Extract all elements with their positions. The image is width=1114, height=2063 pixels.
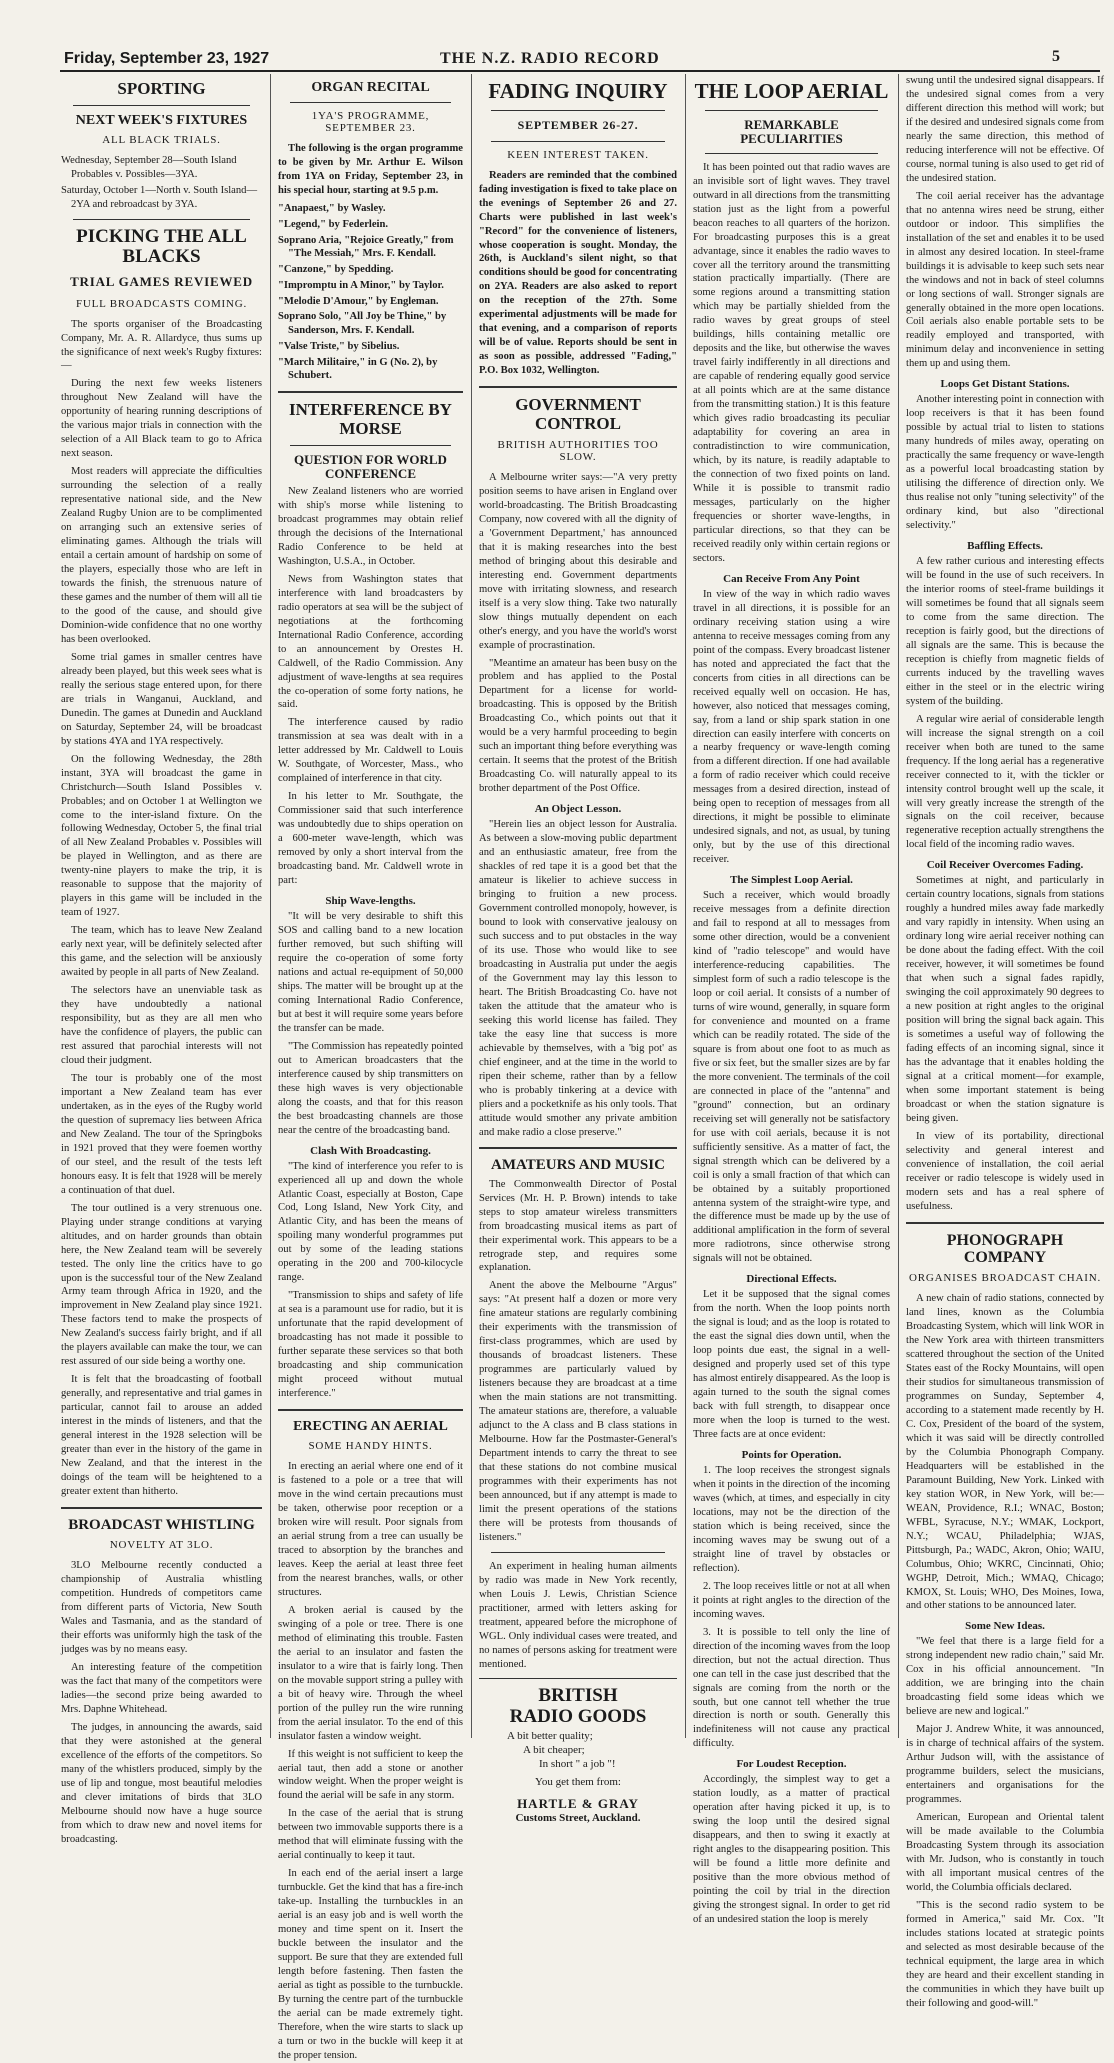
crosshead: Loops Get Distant Stations. <box>940 378 1070 391</box>
headline: GOVERNMENT CONTROL <box>515 395 641 433</box>
paragraph: 3. It is possible to tell only the line of direction of the incoming waves from the loop direction, but not the actual direction. Thus one can tell in the case just described that the signals are coming from the north or the south, but one cannot tell whether the true direction is north or south. Generally this indefiniteness will not cause any practical difficulty. <box>693 1626 890 1750</box>
paragraph: swung until the undesired signal disappears. If the undesired signal comes from a very different direction this method will work; but if the desired and undesired signals come from nearly the same direction, this method of reducing interference will not be effective. Of course, normal tuning is also used to get rid of the undesired station. <box>906 75 1104 184</box>
crosshead: Some New Ideas. <box>965 1620 1045 1633</box>
paragraph: A Melbourne writer says:—"A very pretty position seems to have arisen in England over world-broadcasting. The British Broadcasting Company, now covered with all the dignity of a 'Government Department,' has announced that it is making researches into the best method of bringing about this desirable and interesting end. Government departments move with irritating slowness, and research itself is a very slow thing. Take two naturally slow things mutually dependent on each other's energy, and you have the world's worst example of procrastination. <box>479 471 677 651</box>
ad-line: A bit cheaper; <box>523 1744 585 1757</box>
crosshead: Points for Operation. <box>741 1449 842 1462</box>
paragraph: The judges, in announcing the awards, said that they were astonished at the general excellence of the efforts of the competitors. So many of the whistlers produced, simply by the use of lip and tongue, most beautiful melodies and clever imitations of birds that 3LO Melbourne should now have a huge source from which to draw new and novel items for broadcasting. <box>61 1721 262 1845</box>
paragraph: During the next few weeks listeners throughout New Zealand will have the opportunity of hearing running descriptions of the various major trials in connection with the selection of a All Black team to go to Africa next season. <box>61 378 262 460</box>
programme-item: "Impromptu in A Minor," by Taylor. <box>278 279 444 291</box>
paragraph: In the case of the aerial that is strung between two immovable supports there is a method that will eliminate fussing with the aerial continually to keep it taut. <box>278 1808 463 1862</box>
paragraph: 3LO Melbourne recently conducted a championship of Australia whistling competition. Hundreds of competitors came from different parts of Victoria, New South Wales and Tasmania, and as the standard of their efforts was uniformly high the task of the judges was by no means easy. <box>61 1560 262 1655</box>
masthead <box>0 0 1114 72</box>
divider <box>290 445 451 446</box>
paragraph: It is felt that the broadcasting of football generally, and representative and trial games in particular, cannot fail to arouse an added interest in the minds of listeners, and that the general interest in the 1928 selection will be greater than ever in the history of the game in New Zealand, and that the interest in the doings of the team will be heightened to a greater extent than hitherto. <box>61 1374 262 1498</box>
paragraph: The tour outlined is a very strenuous one. Playing under strange conditions at varying altitudes, and on harder grounds than obtain here, the New Zealand team will be severely tested. The only line the critics have to go upon is the successful tour of the New Zealand Army team through Africa in 1920, and the improvement in New Zealand play since 1921. These factors tend to make the prospects of New Zealand's success fairly bright, and if all the players available can make the tour, we can rest assured of our side being a worthy one. <box>61 1202 262 1368</box>
paragraph: News from Washington states that interference with land broadcasters by radio operators at sea will be the subject of negotiations at the forthcoming International Radio Conference, according to an announcement by Orestes H. Caldwell, of the Radio Commission. Any adjustment of wave-lengths at sea requires the co-operation of some forty nations, he said. <box>278 573 463 711</box>
fixture-item: Wednesday, September 28—South Island Probables v. Possibles—3YA. <box>61 155 237 181</box>
column-4 <box>688 74 895 1926</box>
paragraph: In each end of the aerial insert a large turnbuckle. Get the kind that has a fire-inch take-up. Installing the turnbuckles in an aerial is an easy job and is well worth the money and time spent on it. Insert the buckle between the insulator and the support. Be sure that they are extended full length before fastening. Then fasten the aerial as tight as possible to the turnbuckle. By turning the centre part of the turnbuckle the aerial can be made extremely tight. Therefore, when the wire starts to slack up a turn or two in the buckle will keep it at the proper tension. <box>278 1868 463 2061</box>
subheading: ALL BLACK TRIALS. <box>102 134 221 147</box>
column-5 <box>901 74 1109 2009</box>
crosshead: For Loudest Reception. <box>736 1758 847 1771</box>
paragraph: Most readers will appreciate the difficulties surrounding the selection of a really representative national side, and the New Zealand Rugby Union are to be complimented on arranging such an extensive series of eliminating games. Although the trials will entail a certain amount of hardship on some of the players, especially those who are left in towards the finish, the strenuous nature of these games and the number of them will all tie to the good of the cause, and should give Dominion-wide confidence that no one worthy has been overlooked. <box>61 466 262 645</box>
paragraph: "Meantime an amateur has been busy on the problem and has applied to the Postal Department for a license for world-broadcasting. This is opposed by the British Broadcasting Co., which points out that it would be a very harmful proceeding to begin such an important thing before everything was certain. It seems that the protest of the British Broadcasting Co. will naturally appeal to its brother department of the Post Office. <box>479 657 677 795</box>
phonograph-article <box>906 1232 1104 2011</box>
headline: BROADCAST WHISTLING <box>68 1517 255 1533</box>
subheading: ORGANISES BROADCAST CHAIN. <box>908 1272 1102 1285</box>
crosshead: Coil Receiver Overcomes Fading. <box>926 859 1084 872</box>
aerial-article <box>278 1419 463 2063</box>
paragraph: Anent the above the Melbourne "Argus" says: "At present half a dozen or more very fine amateur stations are regularly combining their experiments with the transmission of first-class programmes, which are used by thousands of broadcast listeners. These programmes are particularly valued by listeners because they are broadcast at a time when the main stations are not transmitting. The amateur stations are, therefore, a valuable adjunct to the A class and B class stations in Melbourne. How far the Postmaster-General's Department intends to carry the threat to see that these stations do not combine musical programmes with their experiments has not been announced, but if any attempt is made to limit the present operations of the stations there will be protests from thousands of listeners." <box>479 1280 677 1543</box>
paragraph: A few rather curious and interesting effects will be found in the use of such receivers. In the interior rooms of steel-frame buildings it will sometimes be found that all signals seem to come from the same direction. The reception is fairly good, but the directions of all signals are the same. This is because the reception is chiefly from magnetic fields of currents induced by the travelling waves either in the steel or in the electric wiring system of the building. <box>906 556 1104 707</box>
masthead-rule <box>60 70 1100 72</box>
paragraph: "Transmission to ships and safety of life at sea is a paramount use for radio, but it is unfortunate that the rapid development of broadcasting has not made it possible to further separate these services so that both broadcasting and ship communication might proceed without mutual interference." <box>278 1290 463 1400</box>
paragraph: Accordingly, the simplest way to get a station loudly, as a matter of practical operation after having picked it up, is to swing the loop until the desired signal disappears, and then to swing it exactly at right angles to the disappearing position. This will be found a little more definite and positive than the more obvious method of pointing the coil by trial in the direction giving the strongest signal. In order to get rid of an undesired station the loop is merely <box>693 1774 890 1926</box>
divider <box>479 1147 677 1149</box>
organ-article <box>278 80 463 383</box>
loop-aerial-continued <box>906 74 1104 1214</box>
issue-date: Friday, September 23, 1927 <box>64 50 270 67</box>
paragraph: An interesting feature of the competition was the fact that many of the competitors were ladies—the second prize being awarded to Mrs. Daphne Whitehead. <box>61 1661 262 1715</box>
headline: PHONOGRAPH COMPANY <box>946 1231 1064 1266</box>
paragraph: The team, which has to leave New Zealand early next year, will be definitely selected after this game, and the selection will be anxiously awaited by people in all parts of New Zealand. <box>61 925 262 979</box>
paragraph: "We feel that there is a large field for a strong independent new radio chain," said Mr. Cox in his official announcement. "In addition, we are bringing into the chain broadcasting field some ideas which we believe are new and logical." <box>906 1636 1104 1718</box>
paragraph: A broken aerial is caused by the swinging of a pole or tree. There is one method of eliminating this trouble. Fasten the aerial to an insulator and fasten the insulator to a wire that is fairly long. Then on the movable support string a pulley with a bit of heavy wire. Through the wheel portion of the pulley run the wire running from the aerial insulator. To the end of this insulator fasten a window weight. <box>278 1604 463 1742</box>
paragraph: The selectors have an unenviable task as they have undoubtedly a national responsibility, but as they are all men who have the confidence of players, the public can rest assured that parochial interests will not cloud their judgment. <box>61 985 262 1066</box>
paragraph: The coil aerial receiver has the advantage that no antenna wires need be strung, either outdoor or indoor. This simplifies the installation of the set and enables it to be used in almost any desired location. In steel-frame buildings it is advisable to keep such sets near the windows and not in back of steel columns or long sections of wall. Stronger signals are generally obtained in the more open locations. Coil aerials also enable portable sets to be readily employed and transported, with minimum delay and inconvenience in setting them up and using them. <box>906 190 1104 370</box>
subheading: SOME HANDY HINTS. <box>308 1440 433 1453</box>
subheading: TRIAL GAMES REVIEWED <box>70 273 253 289</box>
headline: ERECTING AN AERIAL <box>293 1419 448 1435</box>
paragraph: In his letter to Mr. Southgate, the Commissioner said that such interference was undoubtedly due to ships operation on a 600-meter wave-length, which was removed by only a short interval from the broadcasting band. Mr. Caldwell wrote in part: <box>278 791 463 887</box>
column-divider <box>898 74 899 1738</box>
divider <box>278 391 463 393</box>
paragraph: Sometimes at night, and particularly in certain country locations, signals from stations roughly a hundred miles away fade markedly and vary rapidly in intensity. When using an ordinary long wire aerial receiver nothing can be done about the fading effect. With the coil receiver, however, it will sometimes be found that when such a signal fades rapidly, swinging the coil approximately 90 degrees to a new position at right angles to the original position will bring the signal back again. This is sometimes a useful way of following the fading effects of an incoming signal, since it has the advantage that it enables holding the signal at a critical moment—for example, when some important statement is being broadcast or when the station signature is being given. <box>906 875 1104 1124</box>
paragraph: Such a receiver, which would broadly receive messages from a definite direction and fail to respond at all to messages from some other direction, would be a convenient kind of "radio telescope" and would have interference-reducing capabilities. The simplest form of such a radio telescope is the loop or coil aerial. It consists of a number of turns of wire wound, generally, in square form for convenience and mounted on a frame which can be readily rotated. The side of the square is from about one foot to as much as five or six feet, but the smaller sizes are by far the more convenient. The terminals of the coil are connected in place of the "antenna" and "ground" connection, but an ordinary receiving set will generally not be satisfactory for use with coil aerials, because it is not sufficiently sensitive. As a matter of fact, the signal strength which can be delivered by a coil is only a small fraction of that which can be obtained by a suitably proportioned antenna system of the straight-wire type, and the difference must be made up by the use of additional amplification in the form of several more radiotrons, since otherwise strong signals will not be obtained. <box>693 890 890 1265</box>
paragraph: A new chain of radio stations, connected by land lines, known as the Columbia Broadcasting System, which will link WOR in the New York area with thirteen transmitters scattered throughout the section of the United States east of the Rocky Mountains, will open their studios for simultaneous transmission of programmes on Sunday, September 4, according to a statement made recently by H. C. Cox, President of the board of the system, which it was said will be directly controlled by the Columbia Phonograph Company. Headquarters will be established in the Paramount Building, New York. Linked with key station WOR, in New York, will be:—WEAN, Providence, R.I.; WNAC, Boston; WFBL, Syracuse, N.Y.; WMAK, Lockport, N.Y.; WCAU, Philadelphia; WJAS, Pittsburgh, Pa.; WADC, Akron, Ohio; WAIU, Columbus, Ohio; WKRC, Cincinnati, Ohio; WGHP, Detroit, Mich.; WMAQ, Chicago; KMOX, St. Louis; WHO, Des Moines, Iowa, and other stations to be announced later. <box>906 1293 1104 1612</box>
divider <box>61 1507 262 1509</box>
crosshead: Baffling Effects. <box>967 540 1043 553</box>
divider <box>73 105 250 106</box>
paragraph: A regular wire aerial of considerable length will increase the signal strength on a coil receiver when both are tuned to the same frequency. If the long aerial has a regenerative receiver connected to it, with the tickler or intensity control brought well up the scale, it will very greatly increase the strength of the signals on the coil receiver, because regenerative reception actually strengthens the local field of the incoming radio waves. <box>906 713 1104 851</box>
divider <box>491 141 665 142</box>
ad-firm: HARTLE & GRAY <box>517 1796 639 1812</box>
divider <box>705 110 878 111</box>
paragraph: Let it be supposed that the signal comes from the north. When the loop points north the signal is loud; and as the loop is rotated to the east the signal dies down until, when the loop points due east, the signal in a well-designed and properly used set of this type has almost entirely disappeared. As the loop is again turned to the south the signal comes back with full strength, to disappear once more when the loop is turned to the west. Three facts are at once evident: <box>693 1289 890 1441</box>
headline: ORGAN RECITAL <box>311 80 430 95</box>
fixture-list <box>61 154 262 211</box>
divider <box>491 110 665 111</box>
column-divider <box>685 74 686 1738</box>
paragraph: The interference caused by radio transmission at sea was dealt with in a letter addressed by Mr. Caldwell to Louis W. Southgate, of Worcester, Mass., who complained of interference in that city. <box>278 717 463 785</box>
divider <box>906 1222 1104 1224</box>
ad-line: In short " a job "! <box>539 1758 616 1771</box>
paragraph: If this weight is not sufficient to keep the aerial taut, then add a stone or another window weight. When the proper weight is found the aerial will be safe in any storm. <box>278 1748 463 1802</box>
paragraph: The following is the organ programme to be given by Mr. Arthur E. Wilson from 1YA on Friday, September 23, in his special hour, starting at 9.5 p.m. <box>278 143 463 197</box>
programme-item: "Legend," by Federlein. <box>278 218 389 230</box>
subheading: KEEN INTEREST TAKEN. <box>507 148 649 161</box>
subheading: SEPTEMBER 26-27. <box>517 117 639 132</box>
subheading: 1YA'S PROGRAMME, SEPTEMBER 23. <box>311 110 430 135</box>
fading-article <box>479 80 677 378</box>
fixtures-article <box>61 113 262 211</box>
paragraph: 1. The loop receives the strongest signals when it points in the direction of the incoming waves (which, at times, and especially in city locations, may not be the direction of the station which is being received, since the incoming waves may be swung out of a straight line of travel by obstacles or reflection). <box>693 1465 890 1574</box>
advertisement-british-radio-goods <box>479 1678 677 1825</box>
section-heading: SPORTING <box>117 79 206 98</box>
paragraph: Major J. Andrew White, it was announced, is in charge of technical affairs of the system. Arthur Judson will, with the assistance of programme builders, select the musicians, entertainers and organisations for the programmes. <box>906 1724 1104 1806</box>
paragraph: In erecting an aerial where one end of it is fastened to a pole or a tree that will move in the wind certain precautions must be taken, otherwise poor reception or a broken wire will result. Poor signals from an aerial strung from a tree can usually be traced to absorption by the branches and leaves. Keep the aerial at least three feet from the nearest branches, walls, or other structures. <box>278 1461 463 1598</box>
ad-address: Customs Street, Auckland. <box>515 1812 641 1825</box>
crosshead: Directional Effects. <box>746 1273 837 1286</box>
paragraph: "It will be very desirable to shift this SOS and calling band to a new location further removed, but such shifting will require the co-operation of some forty nations and actual re-equipment of 50,000 ships. The matter will be brought up at the coming International Radio Conference, but at best it will require some years before the transfer can be made. <box>278 911 463 1034</box>
subheading: QUESTION FOR WORLD CONFERENCE <box>294 451 447 481</box>
paragraph: "Herein lies an object lesson for Australia. As between a slow-moving public department and an enthusiastic amateur, free from the shackles of red tape it is a good bet that the amateur is likelier to achieve success in bringing to fruition a new process. Government controlled monopoly, however, is bound to look with conservative jealousy on such success and to put obstacles in the way of its use. Those who would like to see broadcasting in Australia put under the aegis of the Government may lay this lesson to heart. The British Broadcasting Co. have not taken the attitude that the amateur who is seeking this world license has failed. They take the easy line that success is more achievable by themselves, with a 'big pot' as chief engineer, and at the time in the world to ripen their scheme, rather than by a fellow who is probably tinkering at a device with pliers and a pocketknife as his only tools. That attitude would smother any private ambition and make radio a close preserve." <box>479 819 677 1138</box>
ad-headline: RADIO GOODS <box>509 1706 647 1728</box>
divider <box>290 102 451 103</box>
loop-aerial-article <box>693 80 890 1927</box>
publication-title: THE N.Z. RADIO RECORD <box>440 50 660 67</box>
programme-item: "Anapaest," by Wasley. <box>278 202 386 214</box>
headline: THE LOOP AERIAL <box>694 79 889 103</box>
crosshead: The Simplest Loop Aerial. <box>730 874 853 887</box>
paragraph: On the following Wednesday, the 28th instant, 3YA will broadcast the game in Christchurch—South Island Possibles v. Probables; and on October 1 at Wellington we come to the inter-island fixture. On the following Wednesday, October 5, the final trial of all New Zealand Probables v. Possibles will be played in Wellington, and as there are twenty-nine players to make the trip, it is reasonable to suppose that the majority of players in this game will be included in the team of 1927. <box>61 753 262 919</box>
divider <box>278 1409 463 1411</box>
paragraph: The sports organiser of the Broadcasting Company, Mr. A. R. Allardyce, thus sums up the significance of next week's Rugby fixtures:— <box>61 318 262 372</box>
paragraph: In view of the way in which radio waves travel in all directions, it is possible for an ordinary receiving station using a wire antenna to receive messages coming from any point of the compass. Every broadcast listener has noted and appreciated the fact that the concerts from cities in all directions can be received equally well on occasion. He has, however, also noticed that messages coming, say, from a land or ship spark station in one direction can easily interfere with concerts on a nearby frequency or wave-length coming from a different direction. If one had available a form of radio receiver which could receive messages from a desired direction, instead of being open to reception of messages from all directions, it might be possible to eliminate undesired signals, and not, as usual, by tuning only, but by the use of this directional receiver. <box>693 588 890 866</box>
paragraph: Some trial games in smaller centres have already been played, but this week sees what is really the serious stage entered upon, for there are trials in Wanganui, Auckland, and Dunedin. The games at Dunedin and Auckland on Saturday, September 24, will be broadcast by stations 4YA and 1YA respectively. <box>61 651 262 747</box>
paragraph: American, European and Oriental talent will be made available to the Columbia Broadcasting System through its association with Mr. Judson, who is constantly in touch with all important musical centres of the world, the Columbia officials declared. <box>906 1812 1104 1893</box>
paragraph: In view of its portability, directional selectivity and general interest and convenience of installation, the coil aerial receiver or radio telescope is widely used in modern sets and has a real sphere of usefulness. <box>906 1130 1104 1212</box>
programme-item: "Canzone," by Spedding. <box>278 264 394 276</box>
paragraph: It has been pointed out that radio waves are an invisible sort of light waves. They travel outward in all directions from the transmitting station just as the light from a powerful beacon reaches to all quarters of the horizon. For broadcasting purposes this is a great advantage, since it enables the radio waves to cover all the territory around the transmitting station practically impartially. (There are some regions around a transmitting station which may be partially shielded from the radio waves by great groups of steel buildings, hills containing metallic ore deposits and the like, but otherwise the waves travel fairly indifferently in all directions and are capable of rendering equally good service at all points which are at the same distance from the transmitting station.) It is this feature which gives radio broadcasting its peculiar adaptability for covering an area in contradistinction to wire communication, which, by its nature, is readily adaptable to the connection of two fixed points on land. While it is possible to transmit radio messages, particularly on the higher frequencies or shorter wave-lengths, in particular directions, so that they can be received readily only within certain regions or sectors. <box>693 161 890 564</box>
subheading: REMARKABLE PECULIARITIES <box>740 116 843 146</box>
paragraph: Readers are reminded that the combined fading investigation is fixed to take place on the evenings of September 26 and 27. Charts were published in last week's "Record" for the convenience of listeners, whose cooperation is sought. Monday, the 26th, is Auckland's silent night, so that conditions should be good for concentrating on 2YA. Readers are also asked to report on the reception of the 27th. Some experimental adjustments will be made for that evening, and a comparison of reports will be of value. Reports should be sent in as soon as possible, addressed "Fading," P.O. Box 1032, Wellington. <box>479 169 677 377</box>
fixture-item: Saturday, October 1—North v. South Island—2YA and rebroadcast by 3YA. <box>61 185 258 210</box>
page-number: 5 <box>1052 48 1060 65</box>
crosshead: Ship Wave-lengths. <box>325 895 416 908</box>
paragraph: New Zealand listeners who are worried with ship's morse while listening to broadcast programmes may obtain relief through the decisions of the International Radio Conference to be held at Washington, U.S.A., in October. <box>278 485 463 567</box>
paragraph: The tour is probably one of the most important a New Zealand team has ever undertaken, as in the eyes of the Rugby world the question of supremacy lies between Africa and New Zealand. The tour of the Springboks in 1921 proved that they were foemen worthy of our steel, and the result of the tests left honours easy. It is felt that 1928 will be merely a continuation of that duel. <box>61 1072 262 1196</box>
subheading: NOVELTY AT 3LO. <box>109 1539 214 1552</box>
whistling-article <box>61 1517 262 1847</box>
column-1 <box>56 74 267 1845</box>
headline: FADING INQUIRY <box>488 79 668 103</box>
crosshead: An Object Lesson. <box>534 803 622 816</box>
programme-item: Soprano Solo, "All Joy be Thine," by Sanderson, Mrs. F. Kendall. <box>278 311 447 337</box>
column-divider <box>471 74 472 1738</box>
column-2 <box>273 74 468 2061</box>
government-article <box>479 396 677 1139</box>
programme-item: "March Militaire," in G (No. 2), by Schubert. <box>278 356 438 382</box>
ad-cta: You get them from: <box>535 1776 621 1789</box>
crosshead: Can Receive From Any Point <box>723 572 860 585</box>
subheading: BRITISH AUTHORITIES TOO SLOW. <box>497 438 659 463</box>
ad-headline: BRITISH <box>538 1684 618 1706</box>
paragraph: Another interesting point in connection with loop receivers is that it has been found possible by actual trial to listen to stations many hundreds of miles away, operating on practically the same frequency or wave-length as a powerful local broadcasting station by utilising the difference of direction only. We thus realise not only "tuning selectivity" of the ordinary kind, but also "directional selectivity." <box>906 394 1105 532</box>
crosshead: Clash With Broadcasting. <box>310 1144 431 1157</box>
ad-line: A bit better quality; <box>507 1730 593 1743</box>
paragraph: "The Commission has repeatedly pointed out to American broadcasters that the interference caused by ship transmitters on these high waves is very objectionable along the coasts, and that for this reason the best broadcasting channels are those near the centre of the broadcasting band. <box>278 1040 463 1136</box>
divider <box>479 386 677 388</box>
ad-lines <box>479 1730 677 1770</box>
headline: PICKING THE ALL BLACKS <box>76 225 247 268</box>
divider <box>705 153 878 154</box>
headline: AMATEURS AND MUSIC <box>491 1157 665 1174</box>
paragraph: An experiment in healing human ailments by radio was made in New York recently, when Louis J. Lewis, Christian Science practitioner, armed with letters asking for treatment, appeared before the microphone of WGL. Only individual cases were treated, and no names of persons asking for treatment were mentioned. <box>479 1560 677 1670</box>
programme-item: "Valse Triste," by Sibelius. <box>278 340 400 352</box>
column-3 <box>474 74 682 1825</box>
amateurs-article <box>479 1157 677 1671</box>
subheading: FULL BROADCASTS COMING. <box>75 297 248 310</box>
divider <box>491 1552 665 1553</box>
column-divider <box>270 74 271 1738</box>
headline: NEXT WEEK'S FIXTURES <box>75 113 248 129</box>
morse-article <box>278 401 463 1401</box>
programme-list <box>278 202 463 383</box>
paragraph: 2. The loop receives little or not at all when it points at right angles to the direction of the incoming waves. <box>693 1580 890 1620</box>
picking-article <box>61 227 262 1499</box>
paragraph: "The kind of interference you refer to is experienced all up and down the whole Atlantic Coast, especially at Boston, Cape Cod, Long Island, New York City, and Atlantic City, and has been the means of spoiling many wonderful programmes put out by some of the leading stations operating in the 200 and 700-kilocycle range. <box>278 1160 463 1284</box>
paragraph: The Commonwealth Director of Postal Services (Mr. H. P. Brown) intends to take steps to stop amateur wireless transmitters from broadcasting musical items as part of their experimental work. This appears to be a retrograde step, and requires some explanation. <box>479 1178 677 1274</box>
programme-item: "Melodie D'Amour," by Engleman. <box>278 295 439 307</box>
divider <box>73 219 250 220</box>
programme-item: Soprano Aria, "Rejoice Greatly," from "The Messiah," Mrs. F. Kendall. <box>278 234 454 260</box>
paragraph: "This is the second radio system to be formed in America," said Mr. Cox. "It includes stations located at strategic points and selected as most desirable because of the technical equipment, the large area in which they are heard and their excellent standing in the communities in which they have built up their following and good-will." <box>906 1899 1104 2009</box>
headline: INTERFERENCE BY MORSE <box>289 400 452 438</box>
